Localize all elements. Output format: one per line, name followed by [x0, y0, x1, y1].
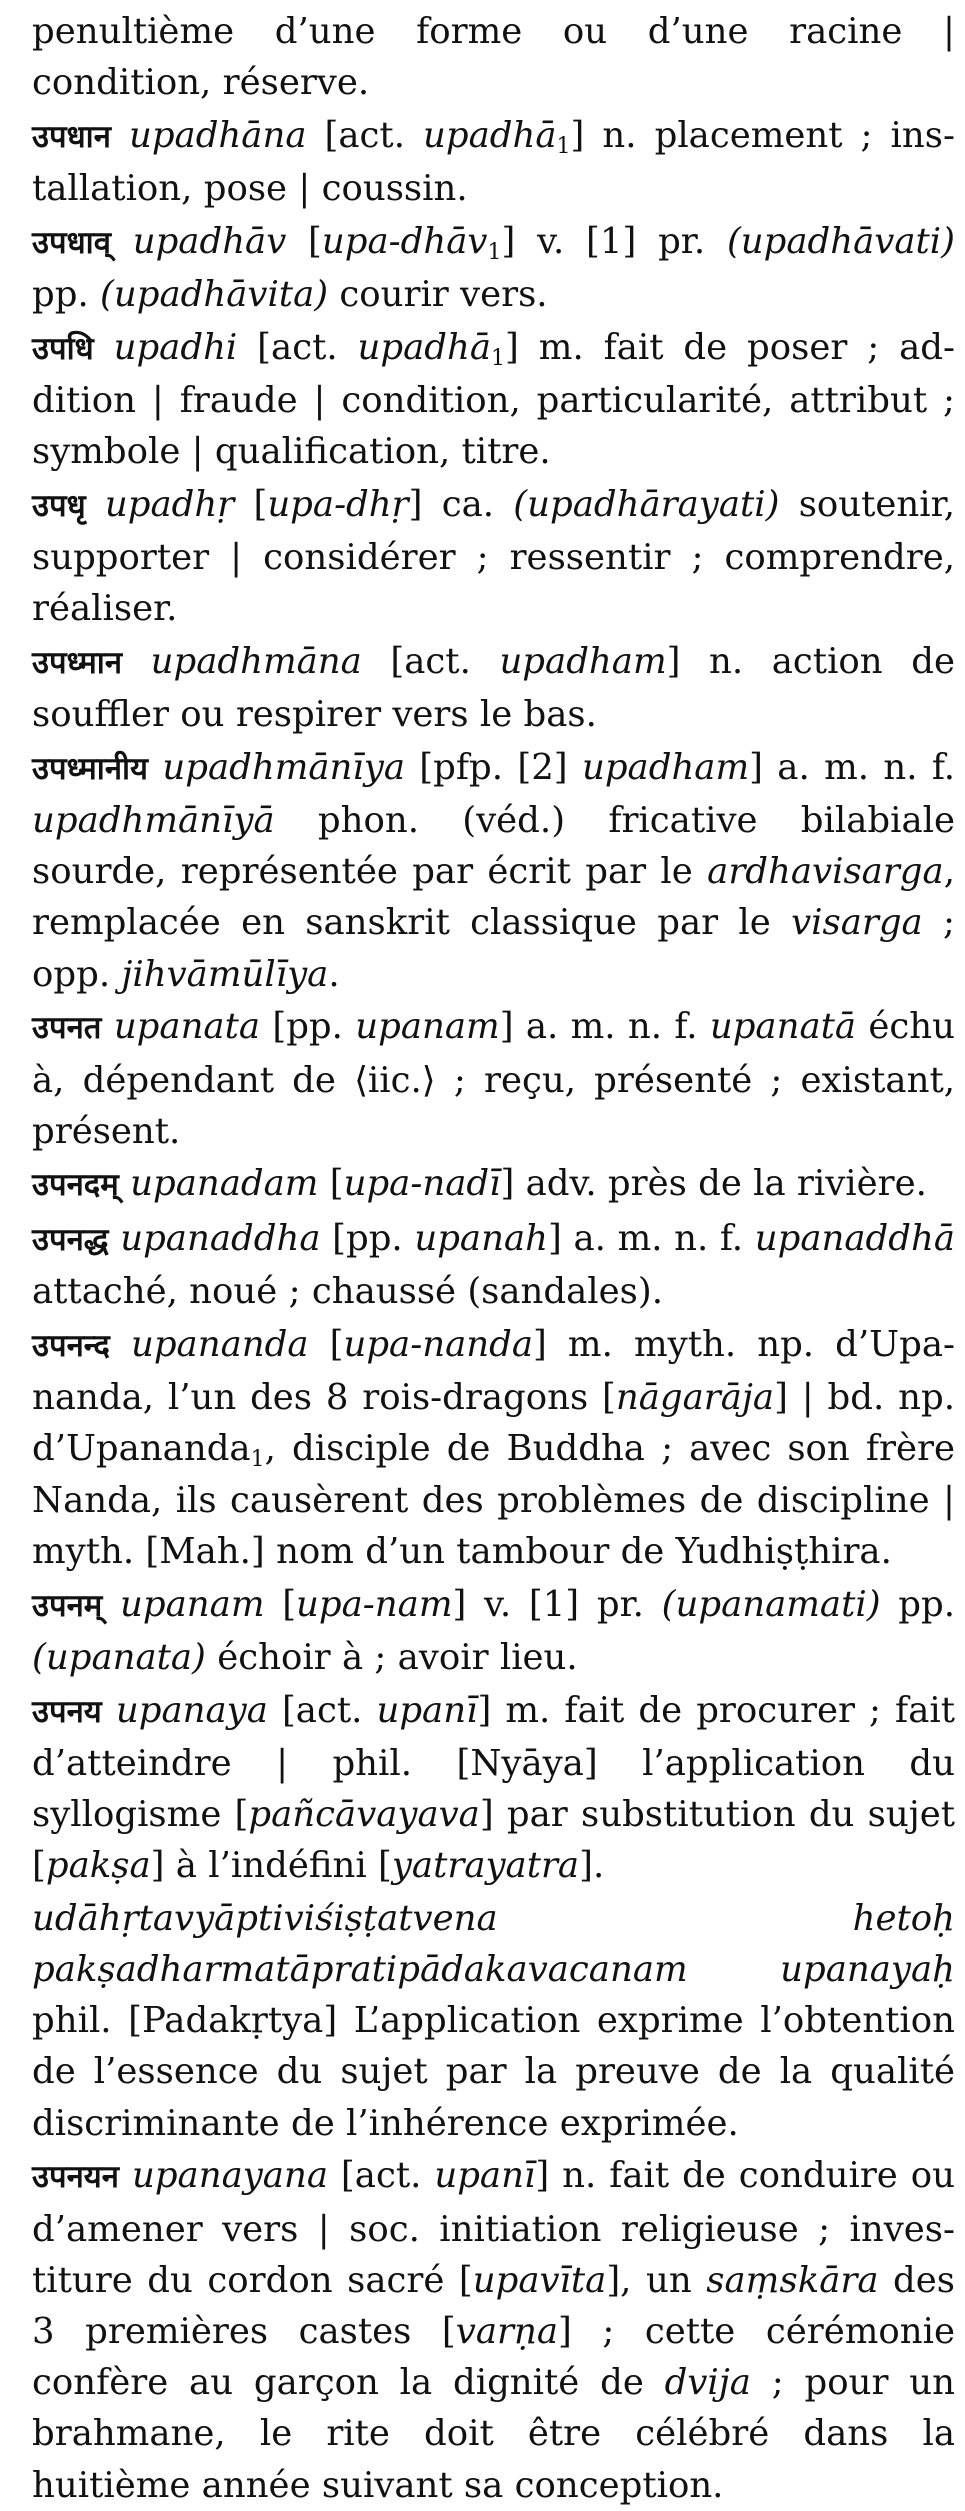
text-run: pp. — [880, 1583, 955, 1625]
text-run: ; pour un brahmane, le rite doit être célébré dans la huitième année suivant sa conception. — [32, 2362, 955, 2506]
italic-text: pakṣa — [45, 1845, 151, 1887]
entry-list — [32, 6, 955, 1891]
italic-text: upanata — [113, 1006, 261, 1048]
dictionary-entry — [32, 110, 955, 214]
quote-text: hetoḥ — [852, 1897, 955, 1939]
italic-text: upanam — [120, 1583, 265, 1625]
dictionary-entry — [32, 1213, 955, 1317]
headword-devanagari: उपनद्ध — [32, 1222, 109, 1259]
text-run: [ — [286, 220, 322, 262]
dictionary-entry — [32, 6, 955, 108]
text-run — [148, 747, 162, 788]
italic-text: upa-nanda — [343, 1324, 533, 1366]
italic-text: (upanamati) — [661, 1583, 881, 1625]
italic-text: jihvāmūlīya — [121, 953, 329, 995]
text-run: ] m. myth. np. d’Upananda, l’un des 8 rois-dragons [ — [32, 1324, 955, 1419]
text-run: ]. — [579, 1845, 605, 1887]
text-run — [101, 1006, 113, 1047]
text-run — [119, 2155, 132, 2196]
text-run — [102, 1690, 116, 1731]
italic-text: upa-nam — [296, 1583, 453, 1625]
text-run — [111, 115, 129, 156]
subscript-index: 1 — [487, 239, 502, 265]
italic-text: upa-nadī — [343, 1163, 501, 1205]
dictionary-entry — [32, 636, 955, 740]
dictionary-entry — [32, 479, 955, 635]
headword-devanagari: उपधाव् — [32, 224, 111, 261]
text-run: attaché, noué ; chaussé (sandales). — [32, 1271, 664, 1313]
sanskrit-quote-line-1 — [32, 1893, 955, 1944]
text-run: ] ; cette cérémonie confère au garçon la dignité de — [32, 2310, 955, 2404]
text-run: ] n. fait de conduire ou d’amener vers | soc. initiation religieuse ; investiture du cordon sacré [ — [32, 2155, 955, 2301]
italic-text: upavīta — [472, 2259, 607, 2301]
headword-devanagari: उपधृ — [32, 487, 86, 524]
headword-devanagari: उपध्मानीय — [32, 750, 149, 787]
subscript-index: 1 — [491, 345, 506, 371]
italic-text: (upadhāvita) — [100, 274, 329, 316]
italic-text: upanam — [355, 1006, 500, 1048]
dictionary-entry — [32, 216, 955, 320]
text-run: [act. — [267, 1689, 377, 1731]
text-run — [119, 1163, 130, 1204]
quote-text: udāhṛtavyāptiviśiṣṭatvena — [32, 1897, 498, 1939]
text-run: [act. — [327, 2155, 435, 2197]
text-run: ], un — [606, 2259, 707, 2301]
text-run — [122, 641, 151, 682]
text-run: échoir à ; avoir lieu. — [205, 1636, 578, 1678]
text-run: ] v. [1] pr. — [452, 1583, 662, 1625]
text-run: [ — [264, 1583, 297, 1625]
italic-text: upadhā — [423, 114, 557, 156]
headword-devanagari: उपनयन — [32, 2159, 119, 2196]
italic-text: varṇa — [455, 2310, 558, 2352]
dictionary-entry — [32, 742, 955, 1000]
italic-text: yatrayatra — [391, 1845, 580, 1887]
text-run: [pp. — [320, 1218, 415, 1260]
italic-text: upanī — [434, 2155, 536, 2197]
text-run: ] par substitution du sujet [ — [32, 1793, 955, 1887]
headword-devanagari: उपध्मान — [32, 644, 123, 681]
text-run: phil. [Padakṛtya] L’application exprime l’obtention de l’essence du sujet par la preuve de la qualité discriminante de l’inhérence exprimée. — [32, 2000, 955, 2144]
text-run — [111, 221, 133, 262]
text-run: ] m. fait de procurer ; fait d’atteindre | phil. [Nyāya] l’application du syllogisme [ — [32, 1689, 955, 1835]
italic-text: upadhi — [113, 326, 238, 368]
dictionary-entry — [32, 322, 955, 478]
dictionary-entry — [32, 1158, 955, 1211]
italic-text: upanadam — [130, 1163, 319, 1205]
italic-text: saṃskāra — [706, 2259, 879, 2301]
text-run: ] n. placement ; installation, pose | coussin. — [32, 114, 955, 210]
italic-text: upanah — [414, 1218, 548, 1260]
headword-devanagari: उपनय — [32, 1693, 102, 1730]
dictionary-entry-upanayana — [32, 2150, 955, 2510]
text-run: , remplacée en sanskrit classique par le — [32, 851, 955, 944]
text-run — [86, 484, 105, 525]
dictionary-entry — [32, 1319, 955, 1577]
text-run: [ — [318, 1163, 344, 1205]
text-run: ] | bd. np. d’Upananda — [32, 1377, 955, 1470]
italic-text: upadhāv — [132, 220, 287, 262]
italic-text: upadhmāna — [150, 640, 362, 682]
italic-text: (upadhārayati) — [513, 483, 780, 525]
dictionary-entry — [32, 1001, 955, 1157]
text-run: penultième d’une forme ou d’une racine | condition, réserve. — [32, 11, 955, 104]
dictionary-entry — [32, 1685, 955, 1892]
text-run: échu à, dépendant de ⟨iic.⟩ ; reçu, présenté ; existant, présent. — [32, 1006, 955, 1152]
italic-text: upadhāna — [128, 114, 307, 156]
italic-text: nāgarāja — [615, 1377, 775, 1419]
dictionary-entry — [32, 1579, 955, 1683]
italic-text: upanaddha — [120, 1218, 321, 1260]
quote-text: pakṣadharmatāpratipādakavacanam — [32, 1949, 688, 1991]
italic-text: upanaya — [115, 1689, 268, 1731]
headword-devanagari: उपनम् — [32, 1587, 103, 1624]
italic-text: visarga — [791, 902, 923, 944]
text-run: ] ca. — [408, 483, 514, 525]
text-run: ] a. m. n. f. — [749, 746, 955, 788]
text-run: [act. — [361, 640, 500, 682]
text-run: ] adv. près de la rivière. — [500, 1163, 927, 1205]
text-run — [109, 1218, 121, 1259]
italic-text: ardhavisarga — [707, 851, 944, 893]
subscript-index: 1 — [250, 1447, 265, 1473]
italic-text: pañcāvayava — [248, 1793, 480, 1835]
text-run: ] a. m. n. f. — [548, 1218, 755, 1260]
text-run — [102, 1584, 120, 1625]
italic-text: dvija — [664, 2362, 751, 2404]
italic-text: upadhmānīya — [162, 746, 405, 788]
italic-text: upa-dhāv — [321, 220, 488, 262]
italic-text: (upadhāvati) — [726, 220, 955, 262]
italic-text: upananda — [130, 1324, 309, 1366]
text-run: ] m. fait de poser ; addition | fraude | condition, particularité, attribut ; symbole | qualification, titre. — [32, 326, 955, 473]
italic-text: upadhā — [357, 326, 492, 368]
text-run: pp. — [32, 274, 101, 316]
text-run — [110, 1324, 131, 1365]
text-run: [ — [308, 1324, 344, 1366]
text-run: phon. (véd.) fricative bilabiale sourde, représentée par écrit par le — [32, 800, 955, 893]
text-run: [ — [234, 483, 268, 525]
quote-text: upanayaḥ — [780, 1949, 955, 1991]
text-run: ] v. [1] pr. — [501, 220, 727, 262]
text-run: ; opp. — [32, 902, 955, 995]
text-run: , disciple de Buddha ; avec son frère Nanda, ils causèrent des problèmes de discipline | myth. [Mah.] nom d’un tambour de Yudhiṣṭhira. — [32, 1428, 955, 1572]
italic-text: upadham — [499, 640, 667, 682]
italic-text: upa-dhṛ — [267, 483, 409, 525]
headword-devanagari: उपधान — [32, 118, 111, 155]
text-run: des 3 premières castes [ — [32, 2259, 955, 2352]
headword-devanagari: उपनदम् — [32, 1167, 119, 1204]
text-run: ] n. action de souffler ou respirer vers le bas. — [32, 640, 955, 736]
italic-text: upadhmānīyā — [32, 800, 275, 842]
italic-text: (upanata) — [32, 1636, 206, 1678]
quote-translation — [32, 1995, 955, 2149]
italic-text: upanaddhā — [754, 1218, 955, 1260]
text-run: [pp. — [260, 1006, 356, 1048]
text-run: [pfp. [2] — [404, 746, 582, 788]
italic-text: upadhṛ — [104, 483, 235, 525]
italic-text: upanatā — [709, 1006, 857, 1048]
text-run: [act. — [306, 114, 424, 156]
headword-devanagari: उपनन्द — [32, 1328, 110, 1365]
text-run: [act. — [237, 326, 358, 368]
headword-devanagari: उपधि — [32, 330, 94, 367]
italic-text: upanī — [376, 1689, 478, 1731]
sanskrit-quote-line-2 — [32, 1944, 955, 1995]
text-run: . — [328, 953, 340, 995]
text-run: courir vers. — [328, 274, 548, 316]
subscript-index: 1 — [556, 133, 571, 159]
text-run — [94, 327, 114, 368]
text-run: soutenir, supporter | considérer ; ressentir ; comprendre, réaliser. — [32, 483, 956, 630]
italic-text: upadham — [581, 746, 750, 788]
text-run: ] à l’indéfini [ — [150, 1845, 392, 1887]
italic-text: upanayana — [131, 2155, 328, 2197]
text-run: ] a. m. n. f. — [499, 1006, 710, 1048]
headword-devanagari: उपनत — [32, 1010, 102, 1047]
